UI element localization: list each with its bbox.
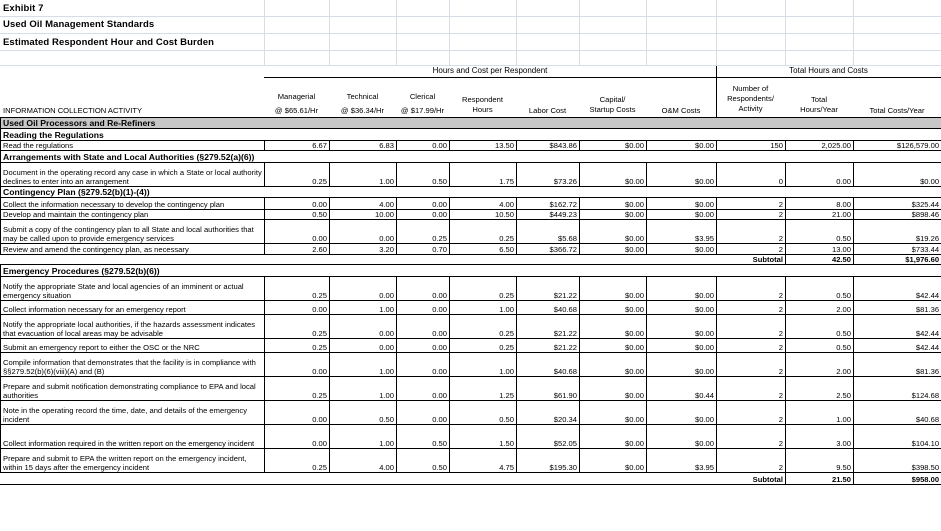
value-cell: $0.00: [580, 401, 647, 425]
value-cell: 0.00: [397, 401, 450, 425]
section-title: Arrangements with State and Local Authorities (§279.52(a)(6)): [1, 151, 941, 163]
value-cell: $0.00: [647, 425, 717, 449]
value-cell: 0.50: [786, 315, 854, 339]
table-row: [1, 163, 941, 187]
value-cell: $3.95: [647, 449, 717, 473]
col-header-om-costs: O&M Costs: [661, 106, 701, 115]
activity-cell: Note in the operating record the time, date, and details of the emergency incident: [1, 401, 265, 425]
value-cell: 6.83: [330, 141, 397, 151]
gridline: [0, 33, 941, 34]
value-cell: 1.00: [330, 425, 397, 449]
value-cell: 0.00: [265, 353, 330, 377]
value-cell: $0.00: [647, 198, 717, 210]
value-cell: $0.00: [580, 198, 647, 210]
value-cell: $0.00: [647, 339, 717, 353]
value-cell: $162.72: [517, 198, 580, 210]
value-cell: $0.00: [580, 353, 647, 377]
activity-cell: Read the regulations: [1, 141, 265, 151]
value-cell: $0.00: [580, 141, 647, 151]
col-header-managerial: [264, 92, 329, 116]
value-cell: 8.00: [786, 198, 854, 210]
value-cell: $3.95: [647, 220, 717, 244]
value-cell: 4.00: [450, 198, 517, 210]
subtotal-cost: $958.00: [854, 473, 941, 485]
value-cell: $61.90: [517, 377, 580, 401]
value-cell: 2: [717, 277, 786, 301]
value-cell: $0.00: [580, 244, 647, 255]
value-cell: 0.50: [330, 401, 397, 425]
section-header-row: [1, 118, 941, 129]
value-cell: $0.00: [647, 277, 717, 301]
value-cell: 0.25: [450, 315, 517, 339]
value-cell: 21.00: [786, 210, 854, 220]
activity-cell: Notify the appropriate local authorities, if the hazards assessment indicates that evacuation of local areas may be advisable: [1, 315, 265, 339]
value-cell: $0.00: [647, 301, 717, 315]
value-cell: $0.00: [647, 315, 717, 339]
value-cell: 0.00: [265, 401, 330, 425]
value-cell: 2: [717, 301, 786, 315]
value-cell: $0.00: [580, 449, 647, 473]
value-cell: $0.00: [647, 353, 717, 377]
gridline: [853, 0, 854, 66]
value-cell: $20.34: [517, 401, 580, 425]
value-cell: $21.22: [517, 315, 580, 339]
value-cell: $81.36: [854, 353, 941, 377]
gridline: [449, 0, 450, 66]
value-cell: $19.26: [854, 220, 941, 244]
value-cell: $0.00: [580, 210, 647, 220]
value-cell: 2.50: [786, 377, 854, 401]
value-cell: 4.75: [450, 449, 517, 473]
col-header-capital-line1: Capital/: [599, 95, 626, 104]
col-header-total-hours: [785, 95, 853, 115]
value-cell: 3.20: [330, 244, 397, 255]
table-row: [1, 449, 941, 473]
col-header-technical: [329, 92, 396, 116]
value-cell: $21.22: [517, 339, 580, 353]
value-cell: $0.00: [580, 377, 647, 401]
burden-table: [0, 117, 941, 485]
value-cell: 0.50: [786, 220, 854, 244]
value-cell: 0.00: [397, 339, 450, 353]
value-cell: 0.00: [330, 220, 397, 244]
table-row: [1, 198, 941, 210]
value-cell: 0.25: [265, 315, 330, 339]
value-cell: $81.36: [854, 301, 941, 315]
activity-cell: Prepare and submit to EPA the written report on the emergency incident, within 15 days after the emergency incident: [1, 449, 265, 473]
activity-cell: Notify the appropriate State and local agencies of an imminent or actual emergency situation: [1, 277, 265, 301]
value-cell: $0.00: [580, 339, 647, 353]
table-row: [1, 425, 941, 449]
value-cell: 0.00: [265, 425, 330, 449]
table-row: [1, 353, 941, 377]
value-cell: 1.25: [450, 377, 517, 401]
value-cell: 1.00: [330, 301, 397, 315]
value-cell: 6.67: [265, 141, 330, 151]
value-cell: 0.50: [450, 401, 517, 425]
value-cell: 0.50: [397, 163, 450, 187]
value-cell: 0.25: [265, 339, 330, 353]
activity-cell: Review and amend the contingency plan, as necessary: [1, 244, 265, 255]
value-cell: 13.50: [450, 141, 517, 151]
table-row: [1, 277, 941, 301]
value-cell: 0.00: [397, 353, 450, 377]
value-cell: 2: [717, 315, 786, 339]
col-header-clerical: [396, 92, 449, 116]
value-cell: 0.70: [397, 244, 450, 255]
value-cell: 2.60: [265, 244, 330, 255]
value-cell: 0.25: [265, 377, 330, 401]
document-subtitle: Estimated Respondent Hour and Cost Burden: [3, 37, 215, 48]
value-cell: 0.00: [330, 277, 397, 301]
gridline: [716, 0, 717, 66]
section-title: Used Oil Processors and Re-Refiners: [1, 118, 941, 129]
value-cell: $42.44: [854, 277, 941, 301]
activity-cell: Submit a copy of the contingency plan to all State and local authorities that may be called upon to provide emergency services: [1, 220, 265, 244]
value-cell: 6.50: [450, 244, 517, 255]
value-cell: 0.00: [265, 301, 330, 315]
hours-cost-group-header: Hours and Cost per Respondent: [432, 66, 548, 75]
value-cell: $21.22: [517, 277, 580, 301]
value-cell: 13.00: [786, 244, 854, 255]
subtotal-cost: $1,976.60: [854, 255, 941, 265]
value-cell: $0.00: [580, 220, 647, 244]
value-cell: 0: [717, 163, 786, 187]
value-cell: 0.25: [450, 339, 517, 353]
value-cell: $449.23: [517, 210, 580, 220]
activity-cell: Collect information required in the written report on the emergency incident: [1, 425, 265, 449]
section-title: Reading the Regulations: [1, 129, 941, 141]
value-cell: 2: [717, 198, 786, 210]
value-cell: $0.00: [647, 244, 717, 255]
value-cell: $42.44: [854, 339, 941, 353]
gridline: [0, 16, 941, 17]
value-cell: 2: [717, 449, 786, 473]
gridline: [329, 0, 330, 66]
value-cell: 150: [717, 141, 786, 151]
value-cell: 0.25: [265, 449, 330, 473]
value-cell: $0.00: [580, 425, 647, 449]
activity-cell: Compile information that demonstrates that the facility is in compliance with §§279.52(b)(6)(viii)(A) and (B): [1, 353, 265, 377]
value-cell: $0.00: [580, 315, 647, 339]
col-header-respondents: [716, 84, 785, 114]
value-cell: 0.25: [265, 277, 330, 301]
col-header-respondents-line1: Number of: [732, 84, 769, 93]
value-cell: $733.44: [854, 244, 941, 255]
value-cell: 0.25: [450, 277, 517, 301]
col-header-clerical-label: Clerical: [409, 92, 436, 101]
activity-cell: Collect the information necessary to develop the contingency plan: [1, 198, 265, 210]
value-cell: $0.00: [854, 163, 941, 187]
value-cell: 2: [717, 401, 786, 425]
col-header-capital-line2: Startup Costs: [589, 105, 636, 114]
value-cell: 0.00: [265, 198, 330, 210]
value-cell: 0.00: [330, 315, 397, 339]
value-cell: 0.00: [397, 315, 450, 339]
value-cell: $0.00: [647, 401, 717, 425]
exhibit-number: Exhibit 7: [3, 3, 44, 14]
col-header-managerial-rate: @ $65.61/Hr: [274, 106, 319, 115]
value-cell: 1.00: [450, 353, 517, 377]
value-cell: $195.30: [517, 449, 580, 473]
table-row: [1, 220, 941, 244]
value-cell: 2: [717, 210, 786, 220]
table-body: [1, 118, 941, 485]
subtotal-spacer: [1, 473, 717, 485]
value-cell: $366.72: [517, 244, 580, 255]
value-cell: 1.50: [450, 425, 517, 449]
value-cell: 0.25: [265, 163, 330, 187]
value-cell: 0.50: [265, 210, 330, 220]
value-cell: $124.68: [854, 377, 941, 401]
value-cell: 1.75: [450, 163, 517, 187]
section-title: Emergency Procedures (§279.52(b)(6)): [1, 265, 941, 277]
value-cell: $0.00: [647, 141, 717, 151]
value-cell: 2: [717, 339, 786, 353]
value-cell: $325.44: [854, 198, 941, 210]
value-cell: 0.50: [397, 425, 450, 449]
section-header-row: [1, 129, 941, 141]
value-cell: 0.00: [330, 339, 397, 353]
value-cell: 0.00: [397, 301, 450, 315]
col-header-respondents-line2: Respondents/: [727, 94, 774, 103]
value-cell: $0.00: [580, 163, 647, 187]
value-cell: $52.05: [517, 425, 580, 449]
gridline: [264, 0, 265, 66]
value-cell: $126,579.00: [854, 141, 941, 151]
value-cell: 1.00: [450, 301, 517, 315]
value-cell: 2: [717, 425, 786, 449]
value-cell: $0.00: [580, 277, 647, 301]
value-cell: 4.00: [330, 449, 397, 473]
value-cell: 2,025.00: [786, 141, 854, 151]
col-header-respondents-line3: Activity: [738, 104, 763, 113]
col-header-clerical-rate: @ $17.99/Hr: [400, 106, 445, 115]
gridline: [516, 0, 517, 66]
gridline: [0, 50, 941, 51]
subtotal-label: Subtotal: [717, 255, 786, 265]
sheet-gridlines: [0, 0, 941, 66]
value-cell: 2: [717, 353, 786, 377]
value-cell: 2.00: [786, 353, 854, 377]
subtotal-row: [1, 255, 941, 265]
value-cell: 2.00: [786, 301, 854, 315]
value-cell: 0.00: [786, 163, 854, 187]
table-row: [1, 377, 941, 401]
totals-group-header: Total Hours and Costs: [789, 66, 868, 75]
value-cell: 0.25: [450, 220, 517, 244]
table-row: [1, 210, 941, 220]
section-title: Contingency Plan (§279.52(b)(1)-(4)): [1, 187, 941, 198]
value-cell: 10.50: [450, 210, 517, 220]
activity-cell: Develop and maintain the contingency plan: [1, 210, 265, 220]
activity-cell: Collect information necessary for an emergency report: [1, 301, 265, 315]
col-header-capital: [579, 95, 646, 115]
value-cell: 0.00: [397, 141, 450, 151]
value-cell: 1.00: [330, 377, 397, 401]
value-cell: 0.00: [397, 210, 450, 220]
table-row: [1, 339, 941, 353]
value-cell: 0.00: [397, 277, 450, 301]
value-cell: $40.68: [854, 401, 941, 425]
gridline: [785, 0, 786, 66]
table-row: [1, 315, 941, 339]
value-cell: $0.00: [647, 163, 717, 187]
section-header-row: [1, 265, 941, 277]
subtotal-spacer: [1, 255, 717, 265]
value-cell: $398.50: [854, 449, 941, 473]
activity-cell: Prepare and submit notification demonstrating compliance to EPA and local authorities: [1, 377, 265, 401]
activity-cell: Submit an emergency report to either the OSC or the NRC: [1, 339, 265, 353]
col-header-total-hours-line1: Total: [810, 95, 828, 104]
value-cell: $42.44: [854, 315, 941, 339]
table-row: [1, 244, 941, 255]
subtotal-row: [1, 473, 941, 485]
table-row: [1, 301, 941, 315]
gridline: [396, 0, 397, 66]
value-cell: 1.00: [330, 163, 397, 187]
value-cell: 3.00: [786, 425, 854, 449]
col-header-labor-cost: Labor Cost: [528, 106, 567, 115]
value-cell: $40.68: [517, 353, 580, 377]
value-cell: 2: [717, 220, 786, 244]
col-header-respondent-hours-line2: Hours: [472, 105, 493, 114]
col-header-respondent-hours: [449, 95, 516, 115]
subtotal-hours: 42.50: [786, 255, 854, 265]
value-cell: 10.00: [330, 210, 397, 220]
section-header-row: [1, 187, 941, 198]
value-cell: $898.46: [854, 210, 941, 220]
table-row: [1, 141, 941, 151]
value-cell: 4.00: [330, 198, 397, 210]
col-header-activity: INFORMATION COLLECTION ACTIVITY: [3, 106, 143, 115]
value-cell: $843.86: [517, 141, 580, 151]
value-cell: 1.00: [330, 353, 397, 377]
value-cell: 0.00: [397, 198, 450, 210]
value-cell: $0.00: [647, 210, 717, 220]
value-cell: 0.00: [397, 377, 450, 401]
value-cell: 0.25: [397, 220, 450, 244]
col-header-managerial-label: Managerial: [277, 92, 316, 101]
value-cell: 2: [717, 244, 786, 255]
value-cell: $0.00: [580, 301, 647, 315]
value-cell: $40.68: [517, 301, 580, 315]
value-cell: 2: [717, 377, 786, 401]
subtotal-label: Subtotal: [717, 473, 786, 485]
value-cell: 1.00: [786, 401, 854, 425]
subtotal-hours: 21.50: [786, 473, 854, 485]
value-cell: 0.50: [786, 277, 854, 301]
group-header-rule: [264, 77, 941, 78]
value-cell: 0.50: [786, 339, 854, 353]
value-cell: 0.00: [265, 220, 330, 244]
gridline: [579, 0, 580, 66]
col-header-technical-label: Technical: [346, 92, 379, 101]
gridline: [646, 0, 647, 66]
col-header-total-hours-line2: Hours/Year: [800, 105, 838, 114]
value-cell: $104.10: [854, 425, 941, 449]
col-header-respondent-hours-line1: Respondent: [462, 95, 503, 104]
col-header-technical-rate: @ $36.34/Hr: [340, 106, 385, 115]
document-title: Used Oil Management Standards: [3, 19, 155, 30]
table-row: [1, 401, 941, 425]
value-cell: $73.26: [517, 163, 580, 187]
value-cell: 0.50: [397, 449, 450, 473]
section-header-row: [1, 151, 941, 163]
value-cell: 9.50: [786, 449, 854, 473]
value-cell: $0.44: [647, 377, 717, 401]
value-cell: $5.68: [517, 220, 580, 244]
activity-cell: Document in the operating record any case in which a State or local authority declines to enter into an arrangement: [1, 163, 265, 187]
col-header-total-costs: Total Costs/Year: [869, 106, 925, 115]
